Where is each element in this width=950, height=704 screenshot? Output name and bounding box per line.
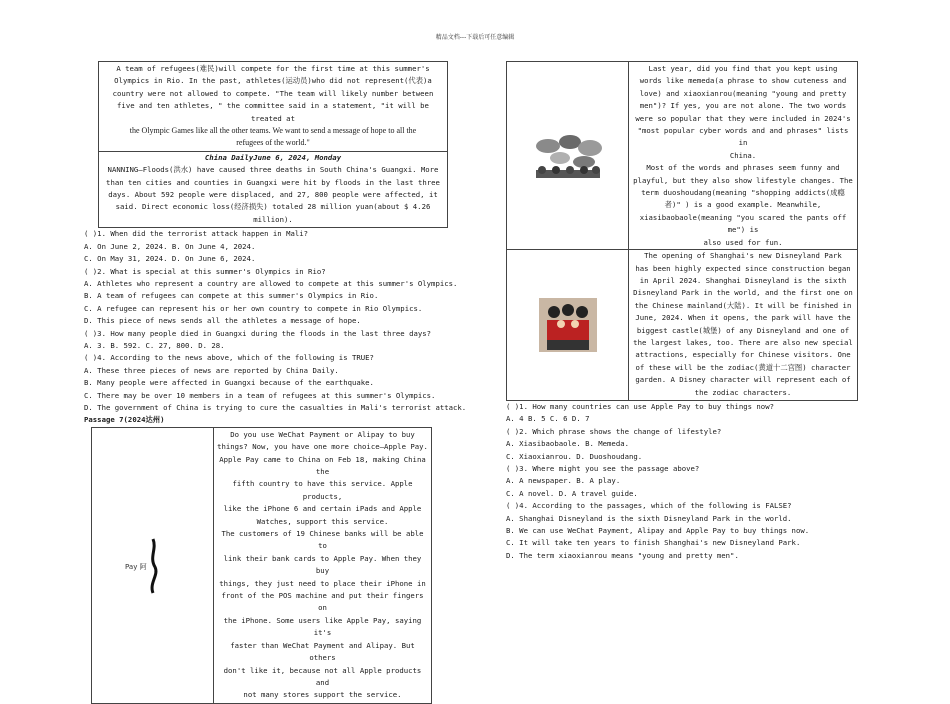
passage-line: garden. A Disney character will represent each of [635,375,851,385]
passage-line: were so popular that they were included in 2024's [635,113,851,123]
passage-line: Last year, did you find that you kept using [648,64,838,73]
passage-line: xiasibaobaole(meaning "you scared the pants off me") is [639,212,847,235]
option-line: C. On May 31, 2024. D. On June 6, 2024. [84,254,256,264]
option-line: A. 3. B. 592. C. 27, 800. D. 28. [84,340,225,350]
option-line: C. There may be over 10 members in a team of refugees at this summer's Olympics. [84,390,436,400]
applepay-box [91,427,432,704]
passage-line: faster than WeChat Payment and Alipay. But others [230,640,415,663]
option-line: C. A novel. D. A travel guide. [506,488,638,498]
disney-illustration [539,298,597,352]
passage-line: Watches, support this service. [256,516,389,526]
passage-line: love) and xiaoxianrou(meaning "young and pretty [639,88,847,98]
news-line: Olympics in Rio. In the past, athletes(运动员)who did not represent(代表)a [114,76,432,86]
page-header: 精品文档---下载后可任意编辑 [435,34,515,41]
cyber-words-illustration [530,132,606,180]
option-line: A. On June 2, 2024. B. On June 4, 2024. [84,241,256,251]
passage-line: also used for fun. [703,237,783,247]
passage-line: the largest lakes, too. There are also new special [633,337,853,347]
passage-line: front of the POS machine and put their fingers on [221,591,424,613]
passage-line: term duoshoudang(meaning "shopping addicts(成瘾 [641,188,845,198]
option-line: A. Athletes who represent a country are allowed to compete at this summer's Olympics. [84,278,458,288]
news-floods [99,152,447,227]
passage-line: has been highly expected since construction began [635,263,851,273]
right-column [506,61,858,562]
passage-line: biggest castle(城堡) of any Disneyland and one of [636,325,850,335]
option-line: A. Shanghai Disneyland is the sixth Disneyland Park in the world. [506,513,792,523]
passage-line: 者)" ) is a good example. Meanwhile, [664,200,822,210]
news-line: country were not allowed to compete. "The team will likely number between [112,88,434,98]
news-line: the Olympic Games like all the other teams. We want to send a message of hope to all the [129,126,417,136]
applepay-image [92,428,214,703]
passage-line: fifth country to have this service. Apple products, [232,479,413,501]
question-line: ( )2. Which phrase shows the change of lifestyle? [506,426,722,436]
option-line: A. Xiasibaobaole. B. Memeda. [506,439,630,449]
disney-row [507,250,857,400]
passage-line: words like memeda(a phrase to show cuteness and [639,76,847,86]
passage-line: not many stores support the service. [243,690,402,700]
disney-image [507,250,629,400]
option-line: C. A refugee can represent his or her own country to compete in Rio Olympics. [84,303,423,313]
option-line: D. The government of China is trying to cure the casualties in Mali's terrorist attack. [84,402,467,412]
cyber-words-row [507,62,857,249]
applepay-illustration [113,535,193,595]
question-line: ( )4. According to the news above, which of the following is TRUE? [84,353,374,363]
option-line: A. 4 B. 5 C. 6 D. 7 [506,414,590,424]
news-dateline: China DailyJune 6, 2024, Monday [204,152,342,162]
passage-title: Passage 7(2024达州) [84,415,165,425]
passage-line: men")? If yes, you are not alone. The two words [639,101,847,111]
news-line: said. Direct economic loss(经济损失) totaled 28 million yuan(about $ 4.26 [115,202,431,212]
question-line: ( )2. What is special at this summer's Olympics in Rio? [84,266,326,276]
question-line: ( )3. How many people died in Guangxi during the floods in the last three days? [84,328,432,338]
option-line: A. A newspaper. B. A play. [506,476,621,486]
option-line: C. Xiaoxianrou. D. Duoshoudang. [506,451,643,461]
passage-line: "most popular cyber words and and phrases" lists in [637,126,849,148]
applepay-text [214,428,431,703]
question-line: ( )1. When did the terrorist attack happen in Mali? [84,229,309,239]
left-column [84,61,467,704]
question-line: ( )3. Where might you see the passage above? [506,464,700,473]
news-box [98,61,448,228]
passage-line: don't like it, because not all Apple products and [223,665,422,687]
news-line: million). [253,214,293,224]
option-line: A. These three pieces of news are reported by China Daily. [84,365,339,375]
passage-line: the Chinese mainland(大陆). It will be finished in [634,300,852,310]
news-line: NANNING—Floods(洪水) have caused three deaths in South China's Guangxi. More [107,165,439,175]
news-line: five and ten athletes, " the committee said in a statement, "it will be treated at [117,101,429,123]
left-questions [84,228,467,427]
passage-line: things? Now, you have one more choice—Apple Pay. [217,442,428,452]
cyber-words-text [629,62,857,249]
passage-line: link their bank cards to Apple Pay. When they buy [223,553,422,576]
passage-line: the iPhone. Some users like Apple Pay, saying it's [223,615,422,638]
right-questions [506,401,858,562]
passage-line: Do you use WeChat Payment or Alipay to buy [230,429,415,439]
news-line: A team of refugees(难民)will compete for the first time at this summer's [116,64,430,73]
applepay-image-text: Pay 阿 [124,563,147,572]
passage-line: the zodiac characters. [694,387,792,397]
news-line: days. About 592 people were displaced, and 27, 800 people were affected, it [108,190,438,200]
option-line: D. This piece of news sends all the athletes a message of hope. [84,316,361,326]
news-refugees [99,62,447,151]
option-line: B. We can use WeChat Payment, Alipay and Apple Pay to buy things now. [506,526,810,536]
option-line: C. It will take ten years to finish Shanghai's new Disneyland Park. [506,538,801,548]
passage-line: attractions, especially for Chinese visitors. One [635,350,851,360]
option-line: D. The term xiaoxianrou means "young and pretty men". [506,550,739,560]
passage-line: China. [729,150,757,160]
news-line: than ten cities and counties in Guangxi were hit by floods in the last three [106,177,440,187]
question-line: ( )4. According to the passages, which of the following is FALSE? [506,501,792,511]
disney-text [629,250,857,400]
passage-line: The opening of Shanghai's new Disneyland Park [644,251,842,261]
question-line: ( )1. How many countries can use Apple Pay to buy things now? [506,401,774,411]
news-line: refugees of the world." [236,138,310,148]
passage-line: things, they just need to place their iPhone in [219,578,426,588]
passage-line: like the iPhone 6 and certain iPads and Apple [223,504,422,514]
passage-line: Disneyland Park in the world, and the first one on [633,288,853,298]
passage-line: June, 2024. When it opens, the park will have the [635,313,851,323]
cyber-words-image [507,62,629,249]
passage-line: Most of the words and phrases seem funny and [646,163,840,173]
passage-line: playful, but they also show lifestyle changes. The [633,175,853,185]
passage-line: The customers of 19 Chinese banks will be able to [221,529,424,551]
passage-line: in April 2024. Shanghai Disneyland is the sixth [639,275,847,285]
option-line: B. Many people were affected in Guangxi because of the earthquake. [84,378,374,388]
passage-line: of these will be the zodiac(黄道十二宫图) character [635,362,851,372]
option-line: B. A team of refugees can compete at this summer's Olympics in Rio. [84,291,379,301]
passage-line: Apple Pay came to China on Feb 18, making China the [219,454,426,476]
right-passages-box [506,61,858,401]
